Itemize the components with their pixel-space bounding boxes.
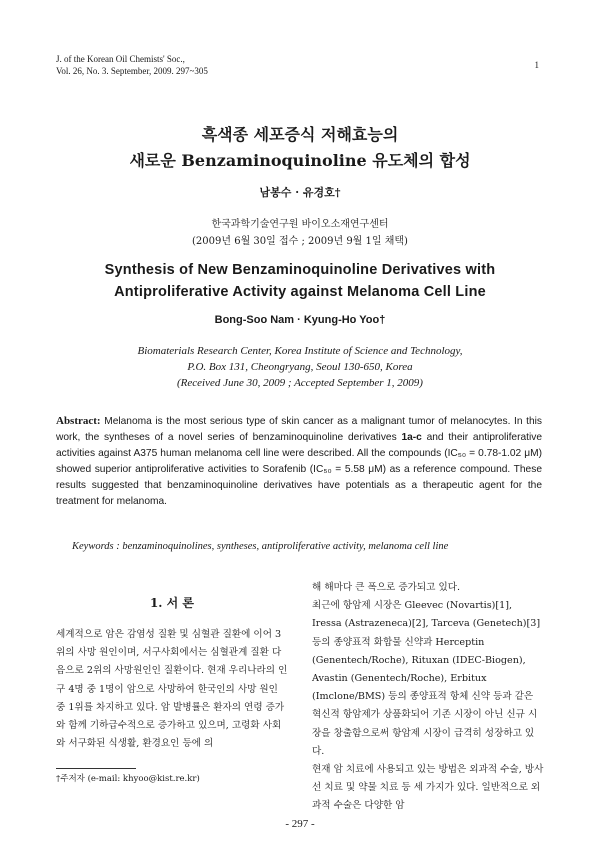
left-column xyxy=(56,626,288,753)
english-authors: Bong-Soo Nam · Kyung-Ho Yoo† xyxy=(214,314,386,326)
english-title-line2: Antiproliferative Activity against Melanoma Cell Line xyxy=(114,284,486,300)
right-paragraph-2: 최근에 항암제 시장은 Gleevec (Novartis)[1], Iressa (Astrazeneca)[2], Tarceva (Genetech)[3] 등의 종양표적 화합물 신약과 Herceptin (Genentech/Roche), Rituxan (IDEC-Biogen), Avastin (Genentech/Roche), Erbitux (Imclone/BMS) 등의 종양표적 항체 신약 등과 같은 혁신적 항암제가 상품화되어 기존 시장이 아닌 신규 시장을 창출함으로써 항암제 시장이 급격히 성장하고 있다. xyxy=(312,600,541,757)
right-paragraph-1: 해 해마다 큰 폭으로 증가되고 있다. xyxy=(312,582,461,593)
footnote-rule xyxy=(56,768,136,769)
section-heading: 1. 서 론 xyxy=(149,596,195,610)
korean-title-line2: 새로운 Benzaminoquinoline 유도체의 합성 xyxy=(129,151,471,170)
english-dates: (Received June 30, 2009 ; Accepted September 1, 2009) xyxy=(177,377,423,389)
left-paragraph: 세계적으로 암은 감염성 질환 및 심혈관 질환에 이어 3위의 사망 원인이며, 서구사회에서는 심혈관계 질환 다음으로 2위의 사망원인인 질환이다. 현재 우리나라의 인구 4명 중 1명이 암으로 사망하여 한국인의 사망 원인 중 1위를 차지하고 있다. 암 발병률은 환자의 연령 증가와 함께 기하급수적으로 증가하고 있으며, 고령화 사회와 서구화된 식생활, 환경요인 등에 의 xyxy=(56,629,288,750)
english-affiliation-line2: P.O. Box 131, Cheongryang, Seoul 130-650, Korea xyxy=(187,361,413,373)
keywords: Keywords : benzaminoquinolines, syntheses, antiproliferative activity, melanoma cell line xyxy=(72,541,449,552)
korean-dates: (2009년 6월 30일 접수 ; 2009년 9월 1일 채택) xyxy=(192,236,408,247)
journal-citation xyxy=(56,53,208,77)
abstract-compounds: 1a-c xyxy=(401,432,422,443)
abstract-text-a: Melanoma is the most serious type of skin cancer as a malignant tumor of melanocytes. In this work, the syntheses of a novel series of benzaminoquinoline derivatives xyxy=(56,416,542,443)
page-footer: - 297 - xyxy=(285,818,315,830)
footnote: †주저자 (e-mail: khyoo@kist.re.kr) xyxy=(56,774,200,784)
abstract-label: Abstract: xyxy=(56,415,101,427)
korean-affiliation: 한국과학기술연구원 바이오소재연구센터 xyxy=(211,219,389,230)
abstract xyxy=(56,413,542,510)
korean-authors: 남봉수 · 유경호† xyxy=(259,186,341,199)
korean-title-line1: 흑색종 세포증식 저해효능의 xyxy=(201,125,399,144)
page-number-top: 1 xyxy=(534,60,539,70)
english-affiliation-line1: Biomaterials Research Center, Korea Institute of Science and Technology, xyxy=(137,345,463,357)
abstract-text-b: and their antiproliferative activities against A375 human melanoma cell line were described. All the compounds (IC₅₀ = 0.78-1.02 μM) showed superior antiproliferative activities to Sorafenib (IC₅₀ = 5.58 μM) as a reference compound. These results suggested that benzaminoquinoline derivatives have potentials as a therapeutic agent for the treatment for melanoma. xyxy=(56,432,542,507)
journal-name: J. of the Korean Oil Chemists' Soc., xyxy=(56,54,185,64)
right-paragraph-3: 현재 암 치료에 사용되고 있는 방법은 외과적 수술, 방사선 치료 및 약물 치료 등 세 가지가 있다. 일반적으로 외과적 수술은 다양한 암 xyxy=(312,764,544,812)
journal-volume: Vol. 26, No. 3. September, 2009. 297~305 xyxy=(56,66,208,76)
right-column xyxy=(312,579,544,816)
english-title-line1: Synthesis of New Benzaminoquinoline Derivatives with xyxy=(104,262,496,278)
